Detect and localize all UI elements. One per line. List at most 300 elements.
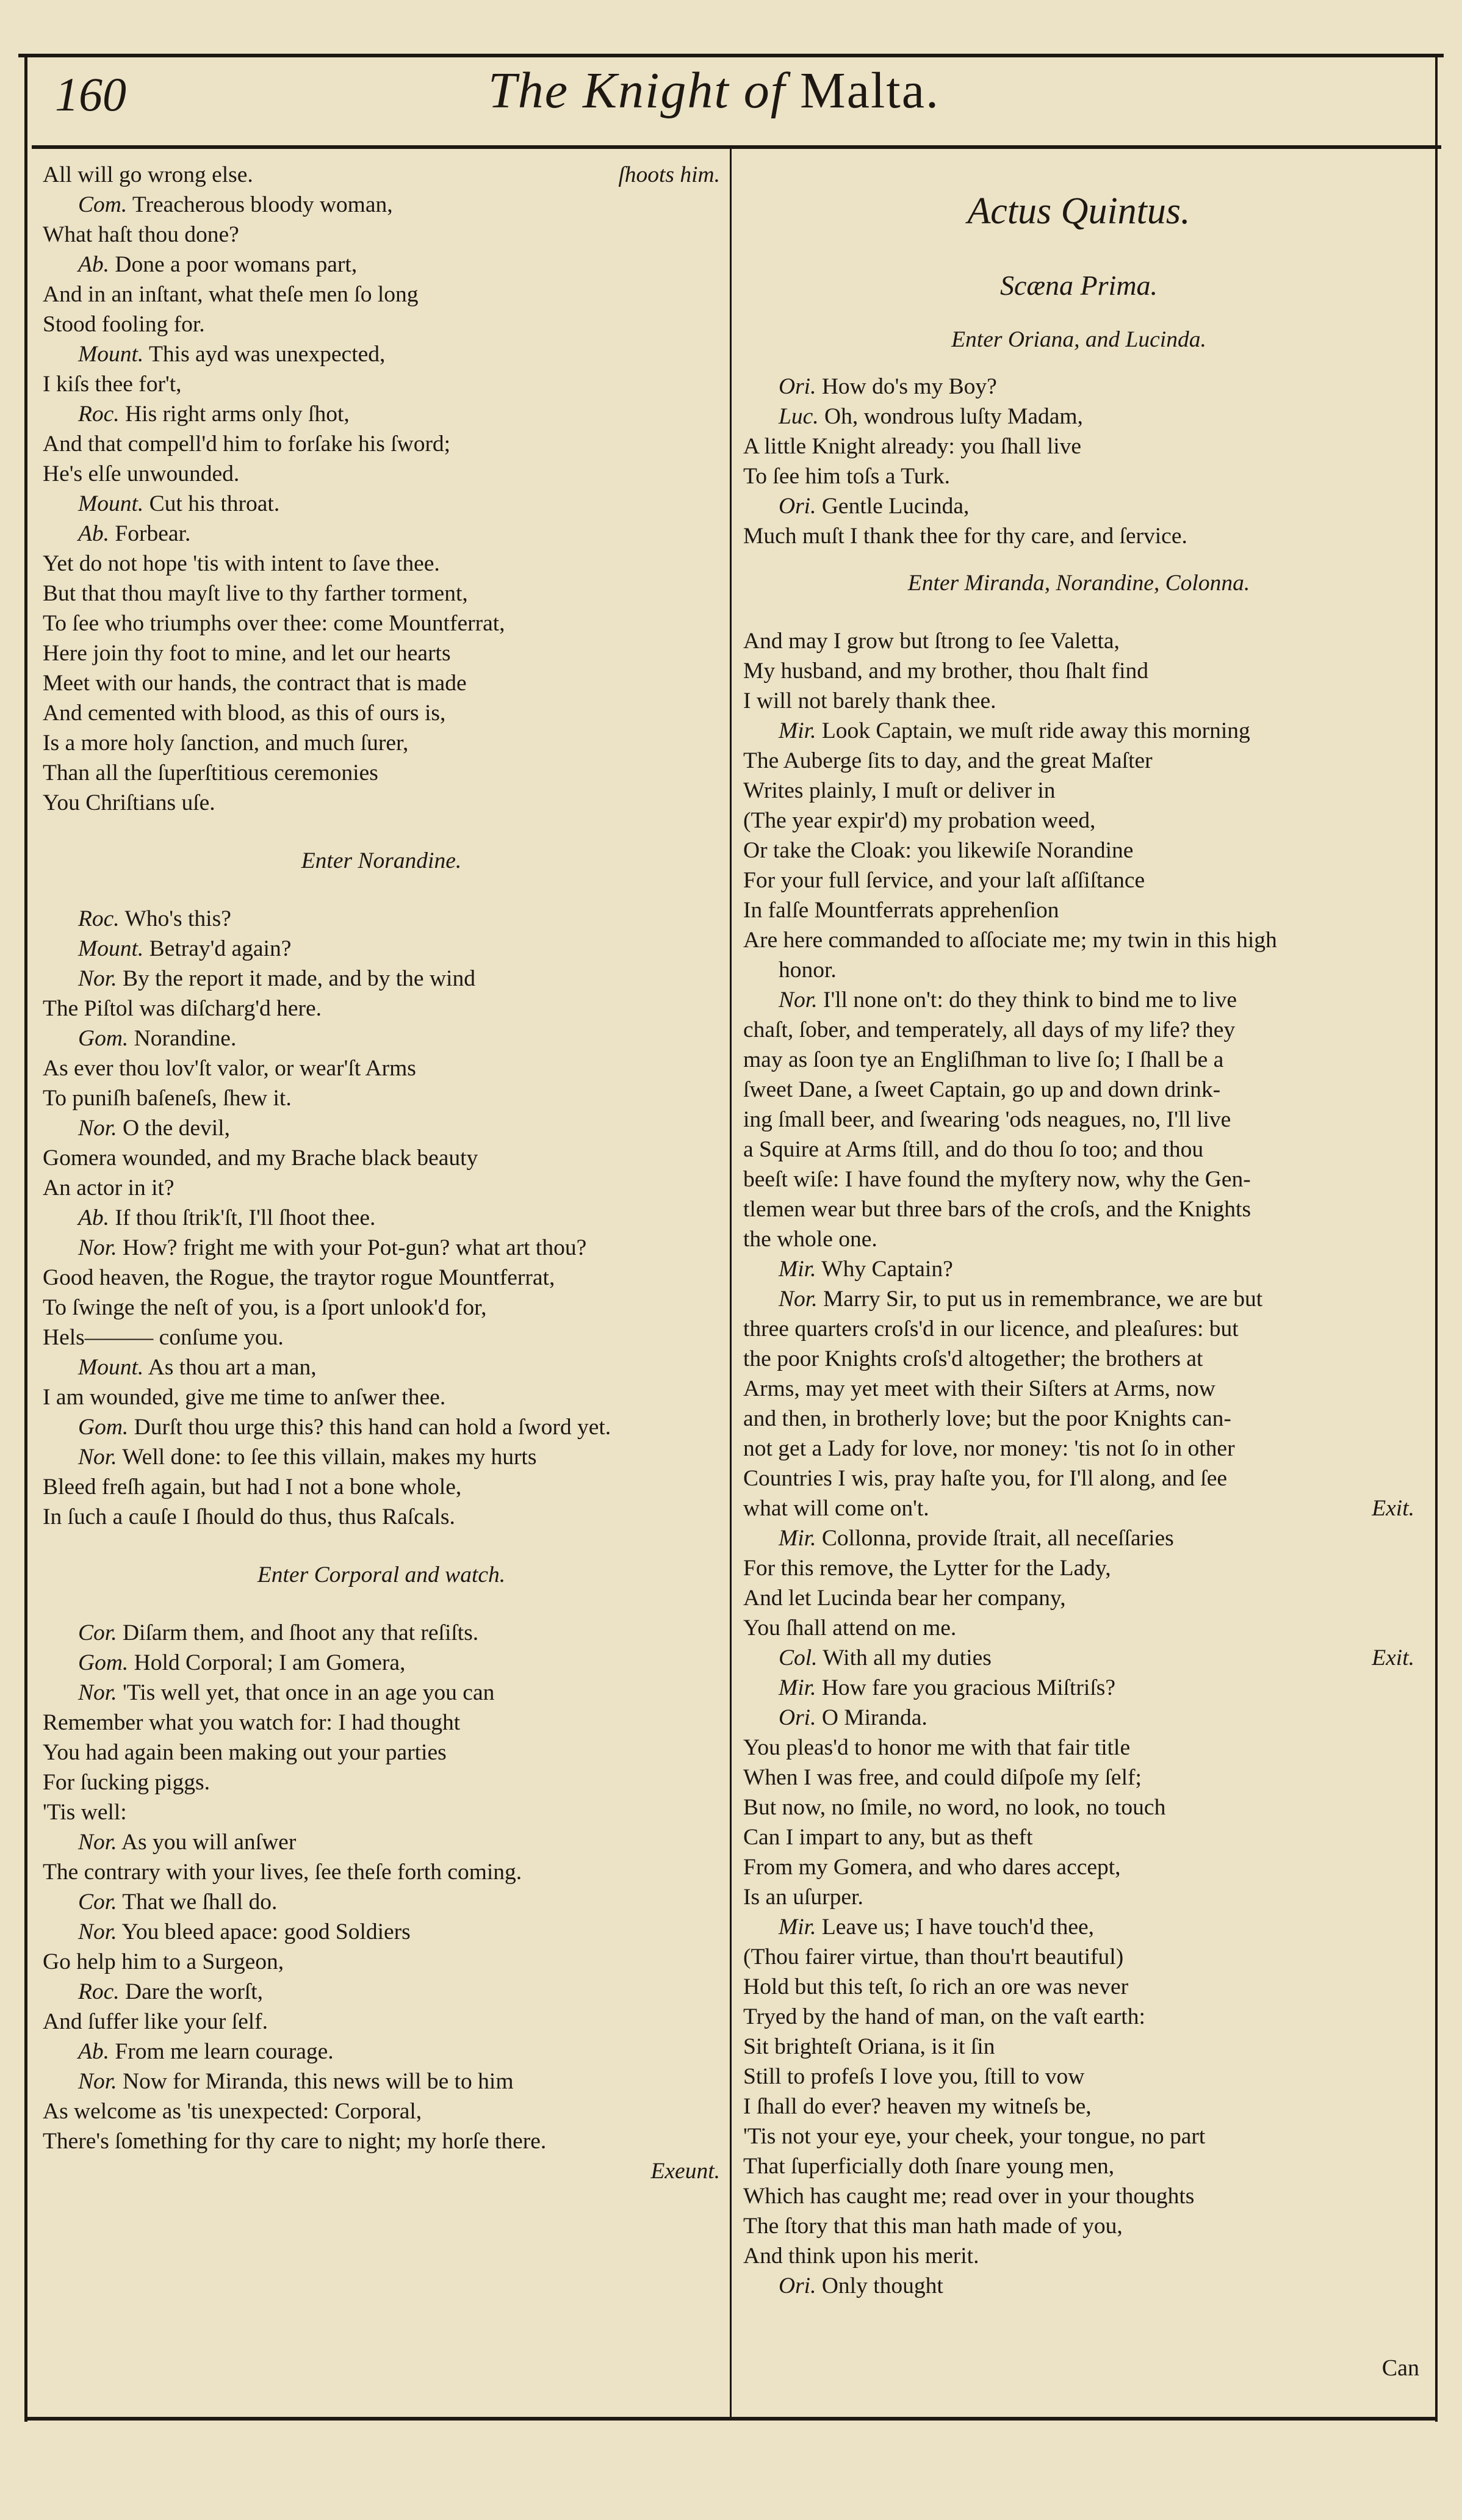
speaker-label: Nor.: [779, 987, 818, 1013]
line-text: Meet with our hands, the contract that is made: [43, 671, 467, 696]
line-text: And let Lucinda bear her company,: [743, 1586, 1066, 1611]
text-line: [743, 1613, 1414, 1643]
text-line: [43, 1827, 720, 1857]
speaker-label: Ab.: [78, 252, 110, 277]
text-line: [743, 402, 1414, 431]
line-text: (Thou fairer virtue, than thou'rt beautiful): [743, 1944, 1124, 1969]
text-line: [743, 1673, 1414, 1703]
text-line: [743, 1075, 1414, 1105]
text-line: [743, 2002, 1414, 2032]
line-text: How do's my Boy?: [821, 374, 997, 399]
text-line: [743, 1374, 1414, 1404]
line-text: chaſt, ſober, and temperately, all days of my life? they: [743, 1017, 1236, 1042]
line-text: Durſt thou urge this? this hand can hold a ſword yet.: [134, 1415, 611, 1440]
text-line: [43, 549, 720, 579]
line-text: From me learn courage.: [115, 2039, 334, 2064]
speaker-label: Nor.: [78, 1919, 117, 1944]
text-line: [743, 1523, 1414, 1553]
text-line: [43, 904, 720, 934]
line-text: There's ſomething for thy care to night; my horſe there.: [43, 2129, 547, 2154]
line-text: But now, no ſmile, no word, no look, no touch: [743, 1795, 1166, 1820]
text-line: [743, 925, 1414, 955]
text-line: [43, 1532, 720, 1560]
line-text: Leave us; I have touch'd thee,: [821, 1915, 1094, 1940]
line-text: tlemen wear but three bars of the croſs, and the Knights: [743, 1197, 1251, 1222]
text-line: [43, 1173, 720, 1203]
line-text: Only thought: [821, 2273, 943, 2298]
text-line: [743, 2032, 1414, 2062]
top-rule: [18, 54, 1444, 57]
line-text: In falſe Mountferrats apprehenſion: [743, 898, 1059, 923]
text-line: [43, 250, 720, 280]
page-number: 160: [55, 68, 126, 121]
speaker-label: Nor.: [78, 2069, 117, 2094]
text-line: [743, 355, 1414, 372]
text-line: [43, 339, 720, 369]
text-line: [743, 836, 1414, 865]
speaker-label: Nor.: [779, 1287, 818, 1312]
line-text: His right arms only ſhot,: [125, 402, 350, 427]
text-line: [743, 1284, 1414, 1314]
text-line: [43, 994, 720, 1024]
line-text: Or take the Cloak: you likewiſe Norandine: [743, 838, 1134, 863]
line-text: Diſarm them, and ſhoot any that reſiſts.: [122, 1620, 479, 1645]
running-title-plain: Malta.: [800, 62, 940, 119]
line-text: what will come on't.: [743, 1496, 929, 1521]
text-line: [43, 579, 720, 608]
line-text: As welcome as 'tis unexpected: Corporal,: [43, 2099, 422, 2124]
line-text: My husband, and my brother, thou ſhalt find: [743, 659, 1149, 684]
text-line: [43, 1560, 720, 1590]
line-text: You ſhall attend on me.: [743, 1616, 957, 1641]
column-divider: [730, 146, 732, 2420]
text-line: [743, 1045, 1414, 1075]
line-text: Much muſt I thank thee for thy care, and ſervice.: [743, 524, 1187, 549]
line-text: But that thou mayſt live to thy farther torment,: [43, 581, 468, 606]
line-text: Is a more holy ſanction, and much ſurer,: [43, 731, 409, 756]
text-line: [743, 2151, 1414, 2181]
text-line: [43, 1797, 720, 1827]
line-text: I will not barely thank thee.: [743, 688, 996, 713]
line-text: (The year expir'd) my probation weed,: [743, 808, 1096, 833]
line-text: Remember what you watch for: I had thought: [43, 1710, 461, 1735]
text-line: [43, 638, 720, 668]
speaker-label: Enter: [951, 327, 1003, 352]
text-line: [43, 668, 720, 698]
text-line: [43, 934, 720, 964]
line-text: You pleas'd to honor me with that fair title: [743, 1735, 1131, 1760]
line-text: All will go wrong else.: [43, 162, 253, 187]
line-text: How fare you gracious Miſtriſs?: [821, 1675, 1115, 1700]
line-text: Are here commanded to aſſociate me; my twin in this high: [743, 928, 1277, 953]
line-text: I'll none on't: do they think to bind me to live: [823, 987, 1237, 1013]
speaker-label: Roc.: [78, 1979, 120, 2004]
text-line: [743, 1793, 1414, 1822]
speaker-label: Nor.: [78, 1235, 117, 1260]
line-text: To puniſh baſeneſs, ſhew it.: [43, 1086, 292, 1111]
text-line: [43, 1053, 720, 1083]
line-text: 'Tis well yet, that once in an age you can: [122, 1680, 495, 1705]
line-text: beeſt wiſe: I have found the myſtery now, why the Gen-: [743, 1167, 1251, 1192]
line-text: Writes plainly, I muſt or deliver in: [743, 778, 1056, 803]
line-text: Cut his throat.: [149, 491, 280, 516]
text-line: [743, 431, 1414, 461]
speaker-label: Nor.: [78, 1830, 117, 1855]
text-line: [43, 846, 720, 876]
text-line: [743, 551, 1414, 568]
text-line: [743, 2092, 1414, 2121]
line-text: Hels——— conſume you.: [43, 1325, 284, 1350]
text-line: [43, 489, 720, 519]
text-line: [743, 1015, 1414, 1045]
line-text: The Auberge ſits to day, and the great Maſter: [743, 748, 1153, 773]
text-line: [43, 698, 720, 728]
line-text: That ſuperficially doth ſnare young men,: [743, 2154, 1115, 2179]
text-line: [743, 2241, 1414, 2271]
line-text: Now for Miranda, this news will be to him: [122, 2069, 514, 2094]
catchword: Can: [1381, 2355, 1419, 2381]
header-rule: [32, 145, 1441, 149]
text-line: [743, 1703, 1414, 1733]
text-line: [43, 1472, 720, 1502]
line-text: ſweet Dane, a ſweet Captain, go up and down drink-: [743, 1077, 1221, 1102]
line-text: As you will anſwer: [121, 1830, 297, 1855]
text-line: [743, 1164, 1414, 1194]
speaker-label: Nor.: [78, 1680, 117, 1705]
text-line: [743, 461, 1414, 491]
text-line: [43, 1024, 720, 1053]
line-text: Gomera wounded, and my Brache black beauty: [43, 1146, 478, 1171]
text-line: [43, 190, 720, 220]
text-line: [743, 372, 1414, 402]
text-line: [743, 1972, 1414, 2002]
line-text: Here join thy foot to mine, and let our hearts: [43, 641, 451, 666]
line-text: Than all the ſuperſtitious ceremonies: [43, 760, 378, 785]
stage-note: ſhoots him.: [618, 162, 720, 187]
line-text: And in an inſtant, what theſe men ſo long: [43, 282, 419, 307]
line-text: And may I grow but ſtrong to ſee Valetta,: [743, 629, 1120, 654]
line-text: You Chriſtians uſe.: [43, 790, 215, 815]
text-line: [43, 728, 720, 758]
line-text: not get a Lady for love, nor money: 'tis not ſo in other: [743, 1436, 1235, 1461]
line-text: Good heaven, the Rogue, the traytor rogue Mountferrat,: [43, 1265, 555, 1290]
text-line: [43, 1857, 720, 1887]
left-column: [43, 160, 720, 2186]
line-text: Arms, may yet meet with their Siſters at Arms, now: [743, 1376, 1215, 1401]
text-line: [743, 716, 1414, 746]
speaker-label: Nor.: [78, 1445, 117, 1470]
line-text: He's elſe unwounded.: [43, 461, 240, 486]
text-line: [743, 325, 1414, 355]
text-line: [43, 1442, 720, 1472]
text-line: [743, 955, 1414, 985]
speaker-label: Ori.: [779, 1705, 816, 1730]
line-text: Collonna, provide ſtrait, all neceſſaries: [821, 1526, 1174, 1551]
right-frame-rule: [1435, 54, 1438, 2422]
line-text: three quarters croſs'd in our licence, and pleaſures: but: [743, 1316, 1239, 1341]
line-text: Who's this?: [124, 906, 231, 931]
line-text: Oriana, and Lucinda.: [1007, 327, 1206, 352]
text-line: [743, 985, 1414, 1015]
text-line: [743, 1224, 1414, 1254]
line-text: I ſhall do ever? heaven my witneſs be,: [743, 2094, 1092, 2119]
text-line: [43, 964, 720, 994]
text-line: [743, 1553, 1414, 1583]
text-line: [743, 491, 1414, 521]
line-text: Can I impart to any, but as theft: [743, 1825, 1033, 1850]
line-text: Well done: to ſee this villain, makes my hurts: [122, 1445, 537, 1470]
text-line: [43, 369, 720, 399]
line-text: Yet do not hope 'tis with intent to ſave thee.: [43, 551, 440, 576]
line-text: O the devil,: [122, 1116, 230, 1141]
line-text: For this remove, the Lytter for the Lady,: [743, 1556, 1111, 1581]
text-line: [43, 1708, 720, 1738]
line-text: For ſucking piggs.: [43, 1770, 210, 1795]
text-line: [43, 1648, 720, 1678]
text-line: [43, 1917, 720, 1947]
text-line: [43, 2067, 720, 2096]
line-text: Why Captain?: [821, 1257, 953, 1282]
text-line: [43, 2037, 720, 2067]
line-text: Treacherous bloody woman,: [132, 192, 393, 217]
text-line: [743, 1942, 1414, 1972]
text-line: [43, 1947, 720, 1977]
line-text: The contrary with your lives, ſee theſe forth coming.: [43, 1860, 522, 1885]
text-line: [43, 1977, 720, 2007]
line-text: To ſee him toſs a Turk.: [743, 464, 951, 489]
line-text: Marry Sir, to put us in remembrance, we are but: [823, 1287, 1263, 1312]
text-line: [43, 309, 720, 339]
speaker-label: Mir.: [779, 718, 816, 743]
line-text: Sit brighteſt Oriana, is it ſin: [743, 2034, 995, 2059]
line-text: That we ſhall do.: [122, 1890, 278, 1915]
speaker-label: Roc.: [78, 906, 120, 931]
running-title: [488, 61, 940, 120]
text-line: [743, 598, 1414, 626]
act-title: Actus Quintus.: [967, 190, 1190, 232]
line-text: Is an uſurper.: [743, 1885, 863, 1910]
line-text: And cemented with blood, as this of ours is,: [43, 701, 446, 726]
line-text: Go help him to a Surgeon,: [43, 1949, 284, 1974]
speaker-label: Ori.: [779, 374, 816, 399]
text-line: [743, 1434, 1414, 1464]
text-line: [43, 1618, 720, 1648]
line-text: And that compell'd him to forſake his ſword;: [43, 431, 451, 457]
bottom-rule: [24, 2417, 1438, 2421]
text-line: [743, 1643, 1414, 1673]
speaker-label: Gom.: [78, 1415, 129, 1440]
text-line: [743, 1852, 1414, 1882]
text-line: [43, 758, 720, 788]
line-text: a Squire at Arms ſtill, and do thou ſo too; and thou: [743, 1137, 1204, 1162]
text-line: [43, 220, 720, 250]
text-line: [743, 1733, 1414, 1763]
text-line: [43, 1263, 720, 1293]
text-line: [43, 280, 720, 309]
speaker-label: Gom.: [78, 1650, 129, 1675]
speaker-label: Ori.: [779, 494, 816, 519]
text-line: [743, 895, 1414, 925]
text-line: [743, 776, 1414, 806]
text-line: [743, 1493, 1414, 1523]
text-line: [43, 160, 720, 190]
text-line: [43, 1233, 720, 1263]
text-line: [743, 1194, 1414, 1224]
line-text: As thou art a man,: [148, 1355, 317, 1380]
text-line: [743, 1882, 1414, 1912]
line-text: Look Captain, we muſt ride away this morning: [821, 718, 1250, 743]
line-text: Norandine.: [358, 848, 462, 873]
line-text: Hold but this teſt, ſo rich an ore was never: [743, 1974, 1129, 1999]
right-column: [743, 160, 1414, 2301]
text-line: [43, 2126, 720, 2156]
line-text: How? fright me with your Pot-gun? what art thou?: [122, 1235, 587, 1260]
text-line: [43, 1083, 720, 1113]
line-text: Dare the worſt,: [125, 1979, 264, 2004]
text-line: [43, 1590, 720, 1618]
text-line: [43, 1678, 720, 1708]
text-line: [43, 818, 720, 846]
text-line: [43, 1203, 720, 1233]
stage-note: Exit.: [1372, 1496, 1414, 1521]
speaker-label: Com.: [78, 192, 128, 217]
line-text: A little Knight already: you ſhall live: [743, 434, 1082, 459]
text-line: [743, 2211, 1414, 2241]
line-text: Still to profeſs I love you, ſtill to vow: [743, 2064, 1085, 2089]
line-text: the poor Knights croſs'd altogether; the brothers at: [743, 1346, 1203, 1371]
line-text: And think upon his merit.: [743, 2244, 979, 2269]
text-line: [43, 2156, 720, 2186]
line-text: For your full ſervice, and your laſt aſſiſtance: [743, 868, 1145, 893]
speaker-label: Roc.: [78, 402, 120, 427]
line-text: I am wounded, give me time to anſwer thee.: [43, 1385, 446, 1410]
line-text: Stood fooling for.: [43, 312, 205, 337]
text-line: [43, 876, 720, 904]
line-text: And ſuffer like your ſelf.: [43, 2009, 268, 2034]
speaker-label: Enter: [907, 571, 959, 596]
text-line: [743, 521, 1414, 551]
line-text: As ever thou lov'ſt valor, or wear'ſt Arms: [43, 1056, 416, 1081]
text-line: [743, 2062, 1414, 2092]
line-text: To ſee who triumphs over thee: come Mountferrat,: [43, 611, 505, 636]
line-text: If thou ſtrik'ſt, I'll ſhoot thee.: [115, 1205, 376, 1230]
speaker-label: Mir.: [779, 1526, 816, 1551]
line-text: and then, in brotherly love; but the poor Knights can-: [743, 1406, 1231, 1431]
speaker-label: Mount.: [78, 491, 144, 516]
speaker-label: Mir.: [779, 1915, 816, 1940]
line-text: Done a poor womans part,: [115, 252, 358, 277]
speaker-label: Mount.: [78, 1355, 144, 1380]
text-line: [43, 399, 720, 429]
line-text: Oh, wondrous luſty Madam,: [824, 404, 1083, 429]
line-text: Forbear.: [115, 521, 191, 546]
line-text: Exeunt.: [650, 2159, 720, 2184]
text-line: [43, 1293, 720, 1323]
text-line: [743, 806, 1414, 836]
line-text: Betray'd again?: [149, 936, 292, 961]
text-line: [743, 1822, 1414, 1852]
speaker-label: Ori.: [779, 2273, 816, 2298]
speaker-label: Nor.: [78, 1116, 117, 1141]
line-text: By the report it made, and by the wind: [122, 966, 475, 991]
line-text: What haſt thou done?: [43, 222, 239, 247]
text-line: [743, 626, 1414, 656]
line-text: With all my duties: [823, 1645, 992, 1670]
line-text: An actor in it?: [43, 1175, 175, 1200]
text-line: [743, 1583, 1414, 1613]
speaker-label: Nor.: [78, 966, 117, 991]
speaker-label: Ab.: [78, 1205, 110, 1230]
line-text: I kiſs thee for't,: [43, 372, 182, 397]
text-line: [43, 1143, 720, 1173]
running-title-italic: The Knight of: [488, 62, 787, 119]
text-line: [43, 2096, 720, 2126]
text-line: [743, 1763, 1414, 1793]
text-line: [43, 459, 720, 489]
text-line: [43, 1767, 720, 1797]
line-text: From my Gomera, and who dares accept,: [743, 1855, 1121, 1880]
speaker-label: Mir.: [779, 1257, 816, 1282]
line-text: the whole one.: [743, 1227, 877, 1252]
speaker-label: Cor.: [78, 1620, 117, 1645]
line-text: O Miranda.: [821, 1705, 927, 1730]
text-line: [43, 1502, 720, 1532]
line-text: Gentle Lucinda,: [821, 494, 970, 519]
speaker-label: Gom.: [78, 1026, 129, 1051]
speaker-label: Mount.: [78, 342, 144, 367]
speaker-label: Ab.: [78, 521, 110, 546]
text-line: [743, 1314, 1414, 1344]
text-line: [743, 1105, 1414, 1135]
text-line: [43, 1113, 720, 1143]
speaker-label: Ab.: [78, 2039, 110, 2064]
scene-title: Scæna Prima.: [999, 270, 1158, 301]
text-line: [743, 2121, 1414, 2151]
line-text: ing ſmall beer, and ſwearing 'ods neagues, no, I'll live: [743, 1107, 1231, 1132]
text-line: [743, 1344, 1414, 1374]
line-text: The ſtory that this man hath made of you,: [743, 2214, 1123, 2239]
text-line: [743, 2181, 1414, 2211]
text-line: [743, 746, 1414, 776]
text-line: [43, 2007, 720, 2037]
line-text: You had again been making out your parties: [43, 1740, 447, 1765]
text-line: [43, 1738, 720, 1767]
text-line: [43, 519, 720, 549]
stage-note: Exit.: [1372, 1645, 1414, 1670]
line-text: Countries I wis, pray haſte you, for I'll along, and ſee: [743, 1466, 1228, 1491]
text-line: [743, 568, 1414, 598]
speaker-label: Luc.: [779, 404, 819, 429]
text-line: [743, 1912, 1414, 1942]
left-frame-rule: [24, 54, 27, 2422]
text-line: [43, 1323, 720, 1352]
speaker-label: Col.: [779, 1645, 818, 1670]
text-line: [43, 788, 720, 818]
text-line: [43, 608, 720, 638]
line-text: You bleed apace: good Soldiers: [121, 1919, 411, 1944]
line-text: Miranda, Norandine, Colonna.: [964, 571, 1250, 596]
line-text: Bleed freſh again, but had I not a bone whole,: [43, 1475, 462, 1500]
line-text: Tryed by the hand of man, on the vaſt earth:: [743, 2004, 1145, 2029]
speaker-label: Enter: [257, 1562, 309, 1587]
line-text: Norandine.: [134, 1026, 237, 1051]
text-line: [743, 1404, 1414, 1434]
speaker-label: Enter: [301, 848, 353, 873]
speaker-label: Cor.: [78, 1890, 117, 1915]
line-text: When I was free, and could diſpoſe my ſelf;: [743, 1765, 1142, 1790]
text-line: [743, 686, 1414, 716]
text-line: [43, 1382, 720, 1412]
